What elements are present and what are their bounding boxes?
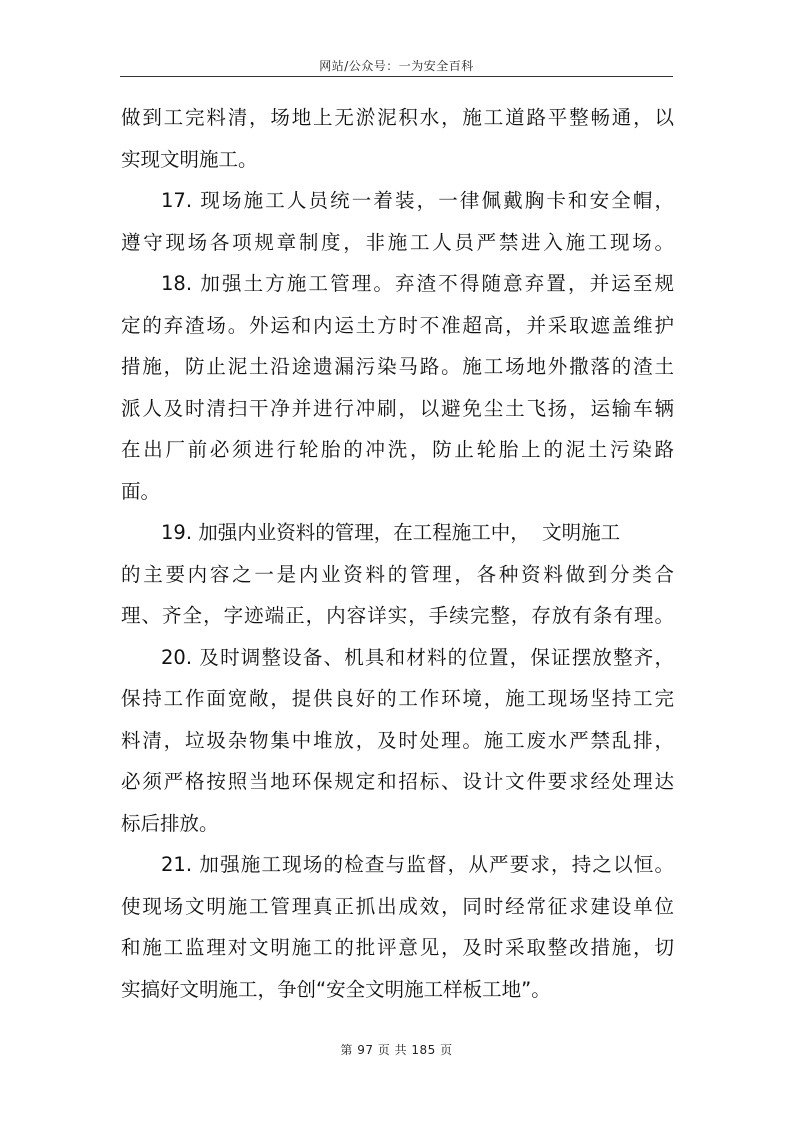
text-line: 派人及时清扫干净并进行冲刷，以避免尘土飞扬，运输车辆: [121, 396, 674, 420]
document-body: [121, 97, 674, 1010]
text-line: 19. 加强内业资料的管理，在工程施工中， 文明施工: [161, 521, 621, 544]
text-line: 使现场文明施工管理真正抓出成效，同时经常征求建设单位: [121, 894, 674, 918]
text-line: 17. 现场施工人员统一着装，一律佩戴胸卡和安全帽，: [161, 189, 674, 212]
text-line: 遵守现场各项规章制度，非施工人员严禁进入施工现场。: [121, 230, 674, 254]
text-line: 和施工监理对文明施工的批评意见，及时采取整改措施，切: [121, 936, 674, 959]
text-line: 定的弃渣场。外运和内运土方时不准超高，并采取遮盖维护: [121, 313, 674, 337]
text-line: 实搞好文明施工，争创“安全文明施工样板工地”。: [121, 977, 551, 1001]
header-divider: [120, 76, 673, 77]
text-line: 标后排放。: [121, 811, 219, 835]
text-line: 在出厂前必须进行轮胎的冲洗，防止轮胎上的泥土污染路: [121, 438, 674, 461]
text-line: 理、齐全，字迹端正，内容详实，手续完整，存放有条有理。: [121, 604, 674, 627]
text-line: 面。: [121, 479, 161, 503]
text-line: 21. 加强施工现场的检查与监督，从严要求，持之以恒。: [161, 853, 674, 876]
text-line: 实现文明施工。: [121, 147, 258, 171]
text-line: 料清，垃圾杂物集中堆放，及时处理。施工废水严禁乱排，: [121, 728, 674, 752]
page-footer: 第 97 页 共 185 页: [340, 1043, 453, 1057]
text-line: 20. 及时调整设备、机具和材料的位置，保证摆放整齐，: [161, 645, 674, 669]
text-line: 做到工完料清，场地上无淤泥积水，施工道路平整畅通，以: [121, 106, 674, 129]
text-line: 措施，防止泥土沿途遗漏污染马路。施工场地外撒落的渣土: [121, 355, 674, 378]
text-line: 必须严格按照当地环保规定和招标、设计文件要求经处理达: [121, 770, 674, 793]
page-header: 网站/公众号：一为安全百科: [319, 59, 474, 73]
text-line: 18. 加强土方施工管理。弃渣不得随意弃置，并运至规: [161, 272, 674, 295]
text-line: 的主要内容之一是内业资料的管理，各种资料做到分类合: [121, 562, 674, 586]
text-line: 保持工作面宽敞，提供良好的工作环境，施工现场坚持工完: [121, 687, 674, 710]
